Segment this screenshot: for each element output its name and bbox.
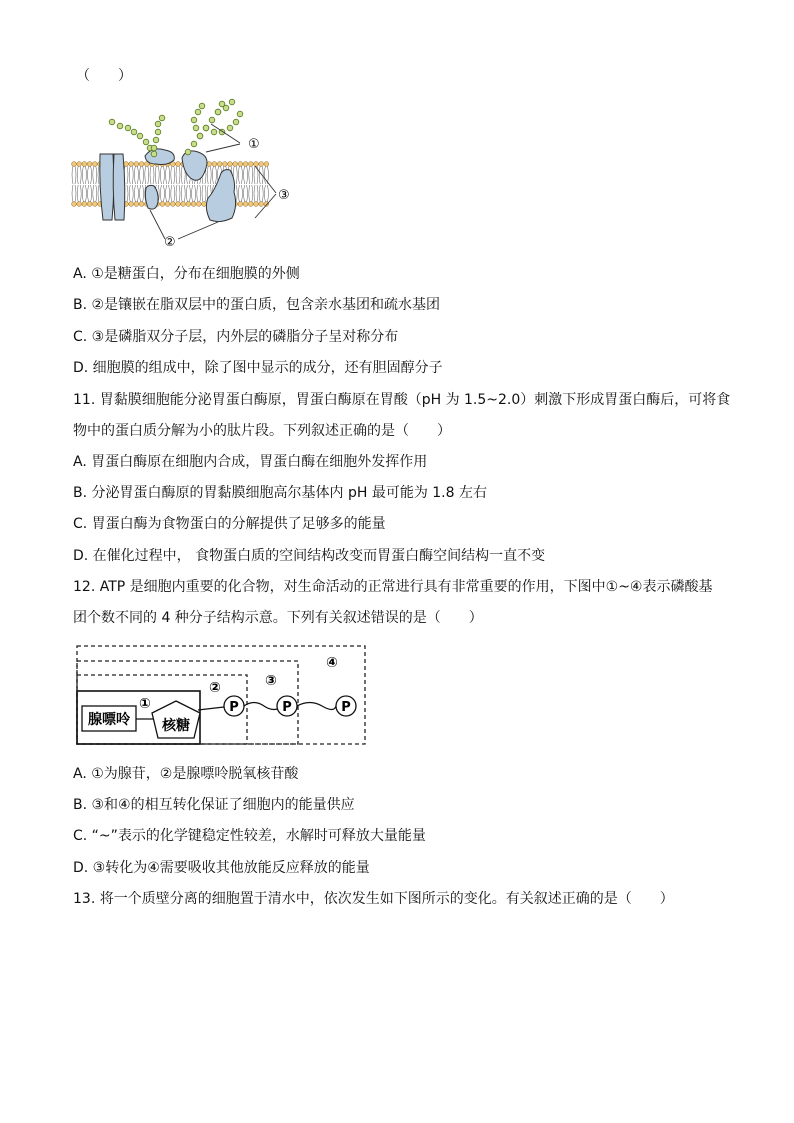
q11-option-d: D. 在催化过程中， 食物蛋白质的空间结构改变而胃蛋白酶空间结构一直不变 bbox=[73, 548, 546, 564]
q12-option-c: C. “~”表示的化学键稳定性较差，水解时可释放大量能量 bbox=[73, 828, 426, 844]
channel-protein bbox=[100, 154, 125, 220]
embedded-protein-small bbox=[145, 185, 158, 209]
q11-stem-line1: 11. 胃黏膜细胞能分泌胃蛋白酶原，胃蛋白酶原在胃酸（pH 为 1.5~2.0）刺激下形成胃蛋白酶后，可将食 bbox=[73, 392, 731, 408]
q12-stem-line1: 12. ATP 是细胞内重要的化合物，对生命活动的正常进行具有非常重要的作用，下图中①~④表示磷酸基 bbox=[73, 579, 713, 595]
phosphate-3-label: P bbox=[341, 700, 351, 715]
q12-option-b: B. ③和④的相互转化保证了细胞内的能量供应 bbox=[73, 797, 355, 813]
cell-membrane-diagram bbox=[70, 96, 310, 251]
atp-label-3: ③ bbox=[265, 673, 277, 689]
membrane-label-2: ② bbox=[164, 235, 176, 250]
atp-label-4: ④ bbox=[326, 655, 338, 671]
q10-option-c: C. ③是磷脂双分子层，内外层的磷脂分子呈对称分布 bbox=[73, 329, 399, 345]
atp-label-2: ② bbox=[209, 680, 221, 696]
ribose-label: 核糖 bbox=[162, 718, 190, 734]
phosphate-1-label: P bbox=[229, 700, 239, 715]
q12-stem-line2: 团个数不同的 4 种分子结构示意。下列有关叙述错误的是（ ） bbox=[73, 610, 483, 626]
surface-protein bbox=[182, 151, 207, 180]
q10-option-a: A. ①是糖蛋白，分布在细胞膜的外侧 bbox=[73, 266, 300, 282]
membrane-label-3: ③ bbox=[278, 188, 290, 203]
glycoprotein bbox=[145, 149, 174, 165]
transmembrane-protein-large bbox=[206, 170, 235, 222]
q12-option-a: A. ①为腺苷，②是腺嘌呤脱氧核苷酸 bbox=[73, 766, 299, 782]
q13-stem-line1: 13. 将一个质壁分离的细胞置于清水中，依次发生如下图所示的变化。有关叙述正确的是（ ） bbox=[73, 891, 674, 907]
adenine-label: 腺嘌呤 bbox=[88, 712, 130, 728]
phosphate-2-label: P bbox=[282, 700, 292, 715]
q11-stem-line2: 物中的蛋白质分解为小的肽片段。下列叙述正确的是（ ） bbox=[73, 423, 451, 439]
q11-option-b: B. 分泌胃蛋白酶原的胃黏膜细胞高尔基体内 pH 最可能为 1.8 左右 bbox=[73, 485, 487, 501]
q10-option-d: D. 细胞膜的组成中，除了图中显示的成分，还有胆固醇分子 bbox=[73, 360, 443, 376]
q10-option-b: B. ②是镶嵌在脂双层中的蛋白质，包含亲水基团和疏水基团 bbox=[73, 297, 441, 313]
atp-label-1: ① bbox=[139, 696, 151, 712]
membrane-label-1: ① bbox=[248, 137, 260, 152]
q10-stem-tail: （ ） bbox=[76, 68, 132, 84]
q11-option-c: C. 胃蛋白酶为食物蛋白的分解提供了足够多的能量 bbox=[73, 516, 386, 532]
q11-option-a: A. 胃蛋白酶原在细胞内合成，胃蛋白酶在细胞外发挥作用 bbox=[73, 454, 428, 470]
atp-structure-diagram bbox=[74, 644, 368, 748]
q12-option-d: D. ③转化为④需要吸收其他放能反应释放的能量 bbox=[73, 860, 370, 876]
